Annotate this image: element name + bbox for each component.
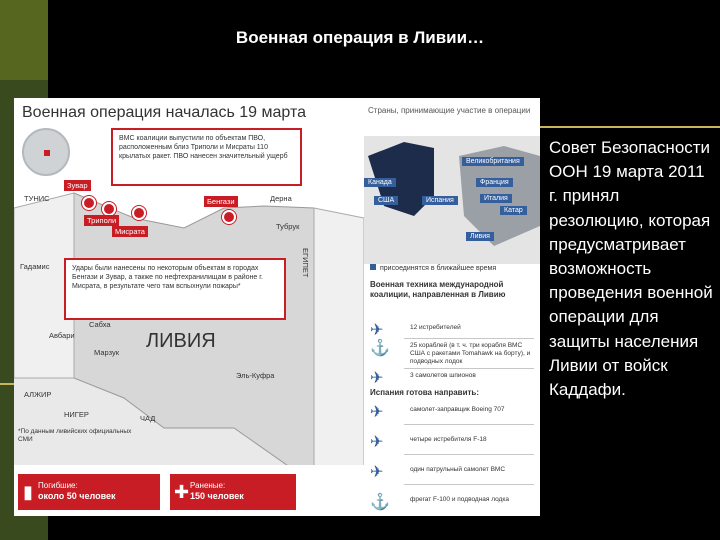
divider: [404, 424, 534, 425]
city-tag-misrata: Мисрата: [112, 226, 148, 237]
equipment-text-ships: 25 кораблей (в т. ч. три корабля ВМС США с ракетами Tomahawk на борту), и подводных лодок: [410, 342, 531, 365]
stat-wounded: [170, 474, 296, 510]
city-tag-benghazi: Бенгази: [204, 196, 238, 207]
spain-text-f18: четыре истребителя F-18: [410, 436, 487, 443]
side-text: Совет Безопасности ООН 19 марта 2011 г. принял резолюцию, которая предусматривает возможность проведения военной операции для защиты населения Ливии от войск Каддафи.: [549, 138, 713, 400]
globe-icon: [22, 128, 70, 176]
participants-panel: [364, 98, 540, 516]
jet-icon: ✈: [370, 434, 384, 451]
city-sebha: Сабха: [89, 320, 111, 329]
strike-marker-misrata: [132, 206, 146, 220]
strike-marker-zuwar: [82, 196, 96, 210]
country-tag-canada: Канада: [364, 178, 396, 187]
equipment-title: Военная техника международной коалиции, направленная в Ливию: [370, 280, 506, 299]
accent-line-right: [540, 126, 720, 128]
callout-strikes: Удары были нанесены по некоторым объектам в городах Бенгази и Зувар, а также по нефтехранилищам в районе г. Мисрата, в результате чего там вспыхнули пожары*: [64, 258, 286, 320]
slide-title: Военная операция в Ливии…: [235, 28, 485, 47]
equipment-text-fighters: 12 истребителей: [410, 324, 461, 331]
divider: [404, 484, 534, 485]
stat-dead-label: Погибшие:: [38, 481, 78, 490]
city-ubari: Авбари: [49, 331, 75, 340]
plane-icon: ✈: [370, 464, 384, 481]
country-niger: НИГЕР: [64, 410, 89, 419]
legend-join-soon: [370, 264, 496, 272]
participants-title: Страны, принимающие участие в операции: [368, 106, 531, 115]
city-tag-zuwar: Зувар: [64, 180, 91, 191]
country-tag-uk: Великобритания: [462, 157, 524, 166]
equipment-text-spyplanes: 3 самолетов шпионов: [410, 372, 476, 379]
plane-icon: ✈: [370, 404, 384, 421]
candle-icon: ▮: [23, 482, 33, 502]
ship-icon: ⚓: [370, 494, 390, 511]
country-tag-france: Франция: [476, 178, 513, 187]
city-derna: Дерна: [270, 194, 292, 203]
country-algeria: АЛЖИР: [24, 390, 52, 399]
city-tunis: ТУНИС: [24, 194, 50, 203]
country-label-libya: ЛИВИЯ: [146, 330, 216, 352]
plane-icon: ✈: [370, 370, 384, 387]
callout-missiles: ВМС коалиции выпустили по объектам ПВО, расположенным близ Триполи и Мисраты 110 крылатых ракет. ПВО нанесен значительный ущерб: [111, 128, 302, 186]
divider: [404, 368, 534, 369]
country-tag-usa: США: [374, 196, 398, 205]
city-tobruk: Тубрук: [276, 222, 300, 231]
spain-text-tanker: самолет-заправщик Boeing 707: [410, 406, 505, 413]
country-tag-qatar: Катар: [500, 206, 527, 215]
legend-text: присоединятся в ближайшее время: [380, 265, 497, 272]
spain-text-frigate: фрегат F-100 и подводная лодка: [410, 496, 509, 503]
divider: [404, 454, 534, 455]
country-tag-spain: Испания: [422, 196, 458, 205]
legend-swatch: [370, 264, 376, 270]
ambulance-icon: ✚: [174, 482, 190, 502]
source-note: *По данным ливийских официальных СМИ: [18, 428, 132, 443]
city-murzuq: Марзук: [94, 348, 119, 357]
city-kufra: Эль-Куфра: [236, 371, 275, 380]
strike-marker-benghazi: [222, 210, 236, 224]
infographic: [14, 98, 540, 516]
city-tag-tripoli: Триполи: [84, 215, 119, 226]
divider: [404, 338, 534, 339]
country-tag-italy: Италия: [480, 194, 512, 203]
stat-dead: [18, 474, 160, 510]
spain-title: Испания готова направить:: [370, 388, 480, 397]
strike-marker-tripoli: [102, 202, 116, 216]
jet-icon: ✈: [370, 322, 384, 339]
stat-wounded-label: Раненые:: [190, 481, 226, 490]
country-tag-libya: Ливия: [466, 232, 494, 241]
country-chad: ЧАД: [140, 414, 156, 423]
infographic-title: Военная операция началась 19 марта: [22, 104, 306, 121]
libya-map: [14, 98, 364, 516]
country-egypt: ЕГИПЕТ: [301, 248, 310, 278]
spain-text-patrol: один патрульный самолет ВМС: [410, 466, 506, 473]
city-ghadames: Гадамис: [20, 262, 50, 271]
ship-icon: ⚓: [370, 340, 390, 357]
stat-wounded-value: 150 человек: [190, 491, 244, 501]
stat-dead-value: около 50 человек: [38, 491, 116, 501]
